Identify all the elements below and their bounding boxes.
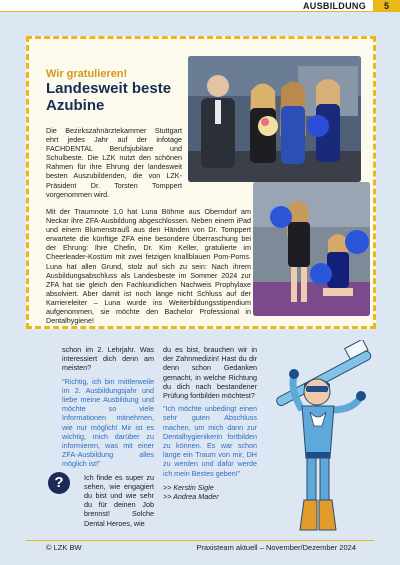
- article-kicker: Wir gratulieren!: [46, 68, 128, 80]
- header-rule: [0, 11, 373, 12]
- footer-publication: Praxisteam aktuell – November/Dezember 2024: [196, 543, 356, 552]
- interview-column-b: [163, 345, 257, 501]
- interview-question: schon im 2. Lehrjahr. Was interessiert dich denn am meisten?: [62, 345, 154, 373]
- ceremony-photo: [188, 56, 361, 182]
- footer-copyright: © LZK BW: [46, 543, 82, 552]
- author-signature: >> Kerstin Sigle: [163, 482, 214, 492]
- interview-question: Ich finde es super zu sehen, wie engagiert du bist und wie sehr du für deinen Job brennst! Solche Dental Heroes, wie: [84, 472, 154, 528]
- interview-column-a: [62, 345, 154, 528]
- page-header: [0, 0, 400, 12]
- cheerleader-photo: [253, 182, 370, 316]
- interview-question: du es bist, brauchen wir in der Zahnmedizin! Hast du dir denn schon Gedanken gemacht, in welche Richtung du dich nach bestandener Prüfung fortbilden möchtest?: [163, 345, 257, 401]
- interview-answer: "Ich möchte unbedingt einen sehr guten Abschluss machen, um mich dann zur Dentalhygienikerin fortbilden zu können. Es war schon lange ein Traum von mir, DH zu werden und dafür werde ich mein Bestes geben!": [163, 404, 257, 478]
- dental-hero-illustration: [262, 340, 387, 540]
- article-body: Mit der Traumnote 1,0 hat Luna Böhme aus Oberndorf am Neckar ihre ZFA-Ausbildung abgeschlossen. Neben einem iPad und einem Blumenstrauß aus den Händen von Dr. Tomppert erwartete die künftige ZFA eine besondere Überraschung bei der Ehrung: Ihre Chefin, Dr. Kim Keller, gratulierte im Cheerleader-Kostüm mit zwei fetzigen knallblauen Pom-Poms. Luna hat allen Grund, stolz auf sich zu sein: Nach ihrem Ausbildungsabschluss als Landesbeste im Sommer 2024 zur ZFA hat sie gleich den Fachkundlichen Nachweis Prophylaxe absolviert. Aber damit ist noch lange nicht Schluss auf der Karriereleiter – Luna wurde ins Weiterbildungsstipendium aufgenommen, sie möchte den Bachelor Professional in Dentalhygiene!: [46, 207, 251, 326]
- footer-rule: [26, 540, 374, 541]
- section-label: AUSBILDUNG: [303, 1, 366, 11]
- page-number: 5: [373, 0, 400, 12]
- question-mark-icon: ?: [48, 472, 70, 494]
- article-intro: Die Bezirkszahnärztekammer Stuttgart ehrt jedes Jahr auf der infotage FACHDENTAL Berufsjubilare und Schulbeste. Die LZK nutzt den schönen Rahmen für ihre Ehrung der landesweit besten Auszubildenden, die von LZK-Präsident Dr. Torsten Tomppert vorgenommen wird.: [46, 126, 182, 199]
- interview-answer: "Richtig, ich bin mittlerweile im 2. Ausbildungsjahr und liebe meine Ausbildung und möchte so viele Informationen mitnehmen, wie nur möglich! Mir ist es wichtig, mich darüber zu informieren, was mit einer ZFA-Ausbildung alles möglich ist!": [62, 376, 154, 469]
- article-headline: Landesweit beste Azubine: [46, 80, 172, 114]
- author-signature: >> Andrea Mader: [163, 492, 219, 502]
